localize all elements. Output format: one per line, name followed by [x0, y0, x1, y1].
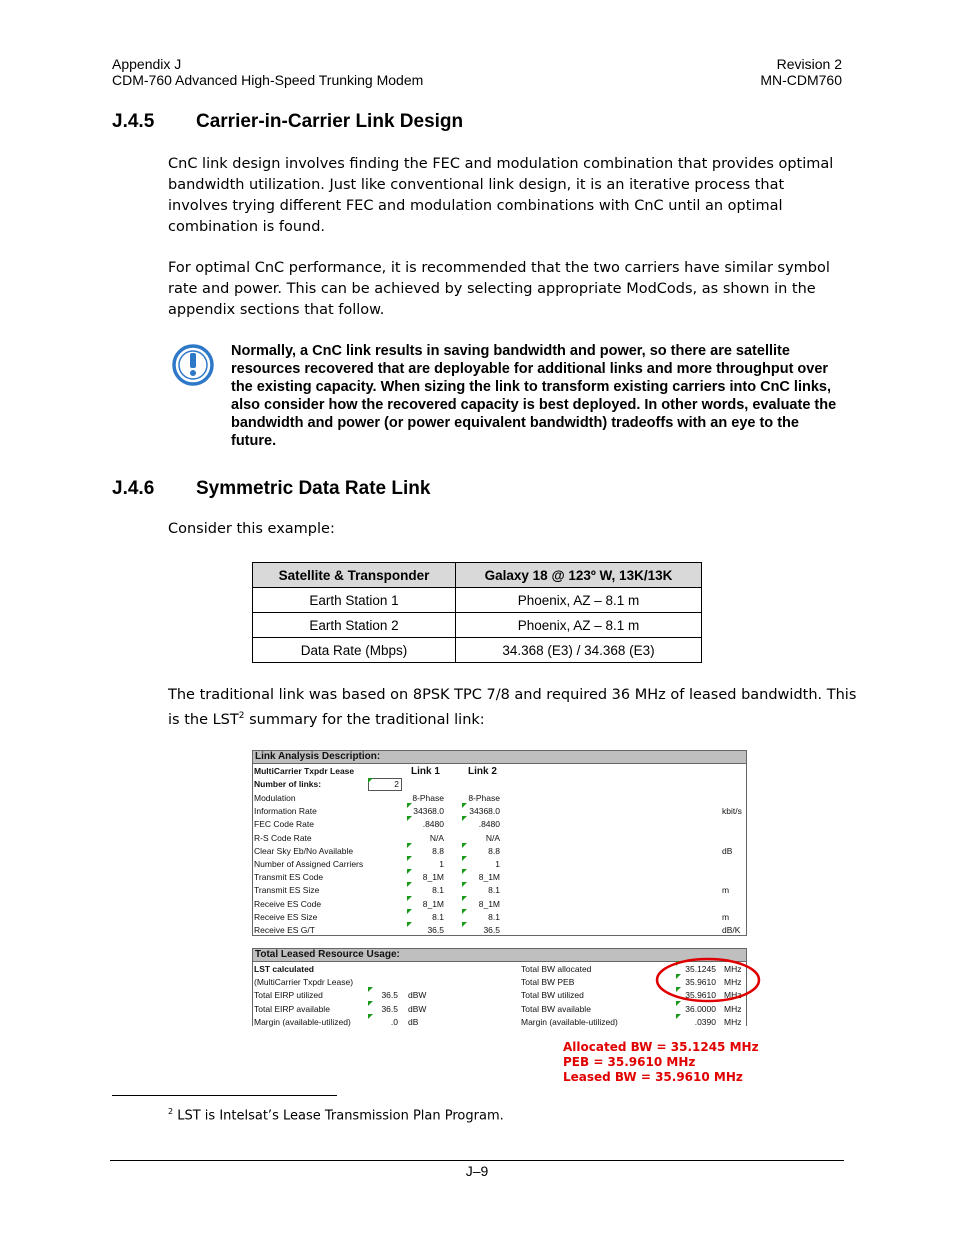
table-cell: Phoenix, AZ – 8.1 m: [456, 613, 702, 638]
lst-usage-label: Total BW allocated: [521, 964, 592, 974]
lst-comment-marker: [368, 1001, 373, 1006]
lst-comment-marker: [676, 1014, 681, 1019]
lst-unit: m: [722, 911, 730, 922]
lst-link2-value: 8.8: [488, 845, 500, 856]
callout-line: Allocated BW = 35.1245 MHz: [563, 1040, 759, 1054]
lst-comment-marker: [407, 909, 412, 914]
lst-col-header: Link 1: [411, 766, 440, 777]
lst-comment-marker: [462, 869, 467, 874]
lst-row-label: FEC Code Rate: [254, 819, 314, 830]
lst-comment-marker: [407, 856, 412, 861]
running-header-left: [112, 56, 423, 88]
lst-col-header: Link 2: [468, 766, 497, 777]
lst-unit: kbit/s: [722, 806, 742, 817]
note-text: Normally, a CnC link results in saving bandwidth and power, so there are satellite resources recovered that are deployable for additional links and more throughput over the existing capacity. When sizing the link to transform existing carriers into CnC links, also consider how the recovered capacity is best deployed. In other words, evaluate the bandwidth and power (or power equivalent bandwidth) tradeoffs with an eye to the future.: [231, 343, 837, 449]
lst-link1-value: 1: [439, 859, 444, 869]
lst-comment-marker: [407, 882, 412, 887]
table-row: [253, 638, 702, 663]
lst-section-title: Total Leased Resource Usage:: [252, 948, 747, 962]
appendix-label: Appendix J: [112, 56, 182, 72]
lst-comment-marker: [462, 843, 467, 848]
lst-link2-value: N/A: [485, 832, 500, 843]
lst-usage-label: (MultiCarrier Txpdr Lease): [254, 977, 354, 988]
lst-usage-label: Total BW PEB: [521, 977, 575, 988]
section-number: J.4.5: [112, 111, 155, 132]
lst-link1-value: N/A: [429, 832, 444, 843]
section-heading-j46: [112, 478, 430, 500]
manual-number: MN-CDM760: [760, 72, 842, 88]
lst-row-label: Information Rate: [254, 806, 317, 817]
lst-row-label: R-S Code Rate: [254, 832, 312, 843]
lst-link2-value: 36.5: [483, 925, 500, 935]
table-row: [253, 613, 702, 638]
footnote: [168, 1101, 504, 1126]
highlight-ellipse: [654, 954, 764, 1004]
lst-link1-value: 34368.0: [413, 806, 444, 817]
lst-comment-marker: [407, 922, 412, 927]
table-header: Satellite & Transponder: [253, 563, 456, 588]
footnote-text: LST is Intelsat’s Lease Transmission Plan Program.: [177, 1108, 504, 1124]
running-header-right: [760, 56, 842, 88]
lst-link1-value: 8.1: [432, 885, 444, 896]
lst-links-field[interactable]: 2: [368, 778, 402, 791]
lst-unit: MHz: [724, 977, 742, 988]
lst-usage-value: 35.9610: [685, 977, 716, 988]
lst-comment-marker: [407, 843, 412, 848]
lst-usage-value: .0390: [694, 1016, 716, 1027]
lst-unit: dB: [408, 1016, 419, 1027]
lst-comment-marker: [462, 856, 467, 861]
lst-usage-label: Margin (available-utilized): [254, 1016, 351, 1027]
lst-usage-value: .0: [390, 1016, 398, 1027]
footnote-mark: 2: [168, 1107, 174, 1116]
lst-usage-value: 35.1245: [685, 964, 716, 974]
lst-usage-label: Total BW available: [521, 1003, 591, 1014]
lst-unit: dB/K: [722, 925, 741, 935]
lst-unit: MHz: [724, 1016, 742, 1027]
lst-comment-marker: [462, 882, 467, 887]
lst-comment-marker: [462, 909, 467, 914]
lst-link2-value: .8480: [478, 819, 500, 830]
lst-links-label: Number of links:: [254, 779, 322, 789]
lst-comment-marker: [407, 803, 412, 808]
section-number: J.4.6: [112, 478, 155, 499]
text-run: is the LST: [168, 711, 239, 728]
lst-row-label: Modulation: [254, 793, 296, 803]
lst-usage-value: 35.9610: [685, 990, 716, 1001]
lst-unit: MHz: [724, 964, 742, 974]
table-cell: Earth Station 2: [253, 613, 456, 638]
lst-comment-marker: [462, 803, 467, 808]
table-cell: Data Rate (Mbps): [253, 638, 456, 663]
lst-comment-marker: [462, 816, 467, 821]
lst-usage-label: Total EIRP utilized: [254, 990, 323, 1001]
section-heading-j45: [112, 111, 463, 133]
table-header: Galaxy 18 @ 123º W, 13K/13K: [456, 563, 702, 588]
lst-row-label: Number of Assigned Carriers: [254, 859, 364, 869]
footnote-ref[interactable]: 2: [238, 711, 245, 721]
lst-link2-value: 8.1: [488, 911, 500, 922]
callout-line: Leased BW = 35.9610 MHz: [563, 1070, 743, 1084]
table-row: [253, 588, 702, 613]
lst-unit: MHz: [724, 990, 742, 1001]
lst-comment-marker: [462, 896, 467, 901]
lst-link1-value: .8480: [422, 819, 444, 830]
lst-comment-marker: [368, 778, 373, 783]
lst-unit: dBW: [408, 1003, 427, 1014]
paragraph: [168, 706, 485, 731]
lst-link1-value: 8_1M: [422, 898, 444, 909]
footnote-separator: [112, 1095, 337, 1096]
lst-link2-value: 34368.0: [469, 806, 500, 817]
lst-unit: dBW: [408, 990, 427, 1001]
text-run: summary for the traditional link:: [244, 711, 485, 728]
lst-link1-value: 8.1: [432, 911, 444, 922]
lst-comment-marker: [407, 896, 412, 901]
paragraph: CnC link design involves finding the FEC and modulation combination that provides optimal bandwidth utilization. Just like conventional link design, it is an iterative process that involves trying different FEC and modulation combinations with CnC until an optimal combination is found.: [168, 156, 834, 235]
lst-comment-marker: [368, 1014, 373, 1019]
lst-link2-value: 8.1: [488, 885, 500, 896]
lst-usage-value: 36.5: [381, 1003, 398, 1014]
lst-link1-value: 36.5: [427, 925, 444, 935]
lst-usage-value: 36.0000: [685, 1003, 716, 1014]
lst-link1-value: 8.8: [432, 845, 444, 856]
callout-line: PEB = 35.9610 MHz: [563, 1055, 696, 1069]
lst-usage-label: Total BW utilized: [521, 990, 584, 1001]
exclamation-circle-icon: [171, 342, 215, 388]
example-table: [252, 562, 702, 663]
lst-link2-value: 8-Phase: [468, 793, 500, 803]
lst-comment-marker: [407, 816, 412, 821]
footer-rule: [110, 1160, 844, 1161]
lst-comment-marker: [407, 869, 412, 874]
lst-unit: MHz: [724, 1003, 742, 1014]
paragraph: For optimal CnC performance, it is recommended that the two carriers have similar symbol rate and power. This can be achieved by selecting appropriate ModCods, as shown in the appendix sections that follow.: [168, 260, 830, 318]
paragraph: Consider this example:: [168, 521, 335, 537]
lst-unit: dB: [722, 845, 733, 856]
lst-row-label: Receive ES Code: [254, 898, 322, 909]
lst-link1-value: 8-Phase: [412, 793, 444, 803]
lst-usage-label: Total EIRP available: [254, 1003, 330, 1014]
page-number: J–9: [465, 1163, 489, 1179]
section-title: Symmetric Data Rate Link: [196, 478, 431, 499]
lst-row-label: Transmit ES Size: [254, 885, 320, 896]
lst-row-label: Transmit ES Code: [254, 872, 324, 883]
lst-row-label: Receive ES G/T: [254, 925, 315, 935]
table-cell: Earth Station 1: [253, 588, 456, 613]
lst-section-title: Link Analysis Description:: [252, 750, 747, 764]
lst-summary-screenshot: [252, 750, 747, 1090]
lst-link2-value: 8_1M: [478, 872, 500, 883]
lst-row-label: Clear Sky Eb/No Available: [254, 845, 354, 856]
lst-link2-value: 1: [495, 859, 500, 869]
section-title: Carrier-in-Carrier Link Design: [196, 111, 464, 132]
table-header-row: [253, 563, 702, 588]
paragraph: The traditional link was based on 8PSK TPC 7/8 and required 36 MHz of leased bandwidth. This: [168, 687, 857, 703]
lst-usage-label: Margin (available-utilized): [521, 1016, 618, 1027]
lst-row-label: Receive ES Size: [254, 911, 318, 922]
manual-title: CDM-760 Advanced High-Speed Trunking Modem: [112, 72, 424, 88]
revision-label: Revision 2: [776, 56, 842, 72]
lst-comment-marker: [462, 922, 467, 927]
callout-text: [563, 1040, 759, 1085]
lst-mode-label: MultiCarrier Txpdr Lease: [254, 766, 355, 776]
table-cell: 34.368 (E3) / 34.368 (E3): [456, 638, 702, 663]
lst-usage-label: LST calculated: [254, 964, 314, 974]
lst-unit: m: [722, 885, 730, 896]
table-cell: Phoenix, AZ – 8.1 m: [456, 588, 702, 613]
lst-comment-marker: [368, 987, 373, 992]
lst-usage-value: 36.5: [381, 990, 398, 1001]
lst-link2-value: 8_1M: [478, 898, 500, 909]
lst-link1-value: 8_1M: [422, 872, 444, 883]
